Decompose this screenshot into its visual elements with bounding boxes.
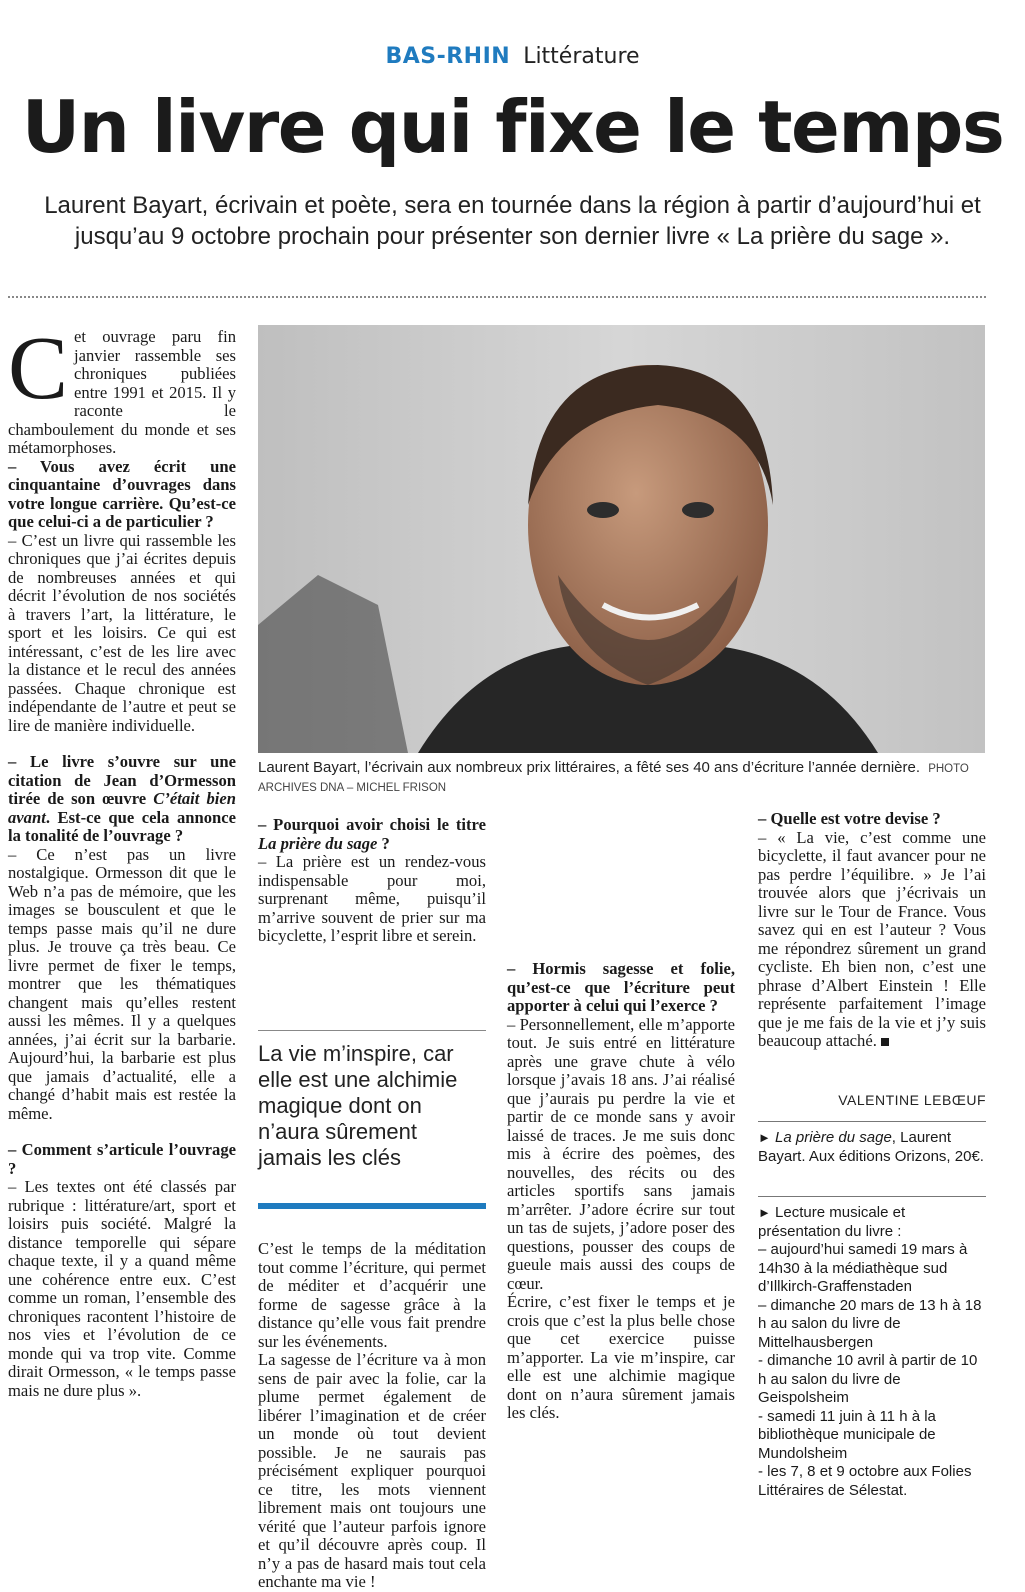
question-3: – Comment s’articule l’ouvrage ? <box>8 1140 236 1178</box>
author-photo <box>258 325 985 753</box>
portrait-image <box>258 325 985 753</box>
article-column-3 <box>507 960 735 1423</box>
answer-1: – C’est un livre qui rassemble les chroniques que j’ai écrites depuis de nombreuses années et qui décrit l’évolution de nos sociétés à travers l’art, la littérature, le sport et les loisirs. Ce qui est intéressant, c’est de les lire avec la distance et le recul des années passées. Chaque chronique est indépendante de l’autre et peut se lire de manière individuelle. <box>8 530 236 735</box>
answer-5b: Écrire, c’est fixer le temps et je crois que c’est la plus belle chose que cet exercice puisse m’apporter. La vie m’inspire, car elle est une alchimie magique dont on n’aura sûrement jamais les clés. <box>507 1292 735 1422</box>
kicker-region: BAS-RHIN <box>385 44 511 69</box>
caption-text: Laurent Bayart, l’écrivain aux nombreux prix littéraires, a fêté ses 40 ans d’écriture l’année dernière. <box>258 759 921 776</box>
event-item: - les 7, 8 et 9 octobre aux Folies Littéraires de Sélestat. <box>758 1463 972 1499</box>
answer-4c: La sagesse de l’écriture va à mon sens de pair avec la folie, car la plume permet également de libérer l’imagination et de créer un monde où tout devient possible. Je ne saurais pas précisément expliquer pourquoi ce titre, les mots viennent librement mais ont toujours une vérité que l’auteur parfois ignore et qu’il découvre après coup. Il n’y a pas de hasard mais tout cela enchante ma vie ! <box>258 1350 486 1591</box>
event-item: – aujourd’hui samedi 19 mars à 14h30 à la médiathèque sud d’Illkirch-Graffenstaden <box>758 1241 968 1295</box>
book-title: La prière du sage <box>775 1129 892 1146</box>
photo-credit: PHOTO ARCHIVES DNA – MICHEL FRISON <box>258 763 969 794</box>
drop-cap: C <box>8 319 69 418</box>
end-mark-icon <box>881 1038 889 1046</box>
intro-paragraph <box>8 319 236 458</box>
article-column-4 <box>758 810 986 1051</box>
answer-4b: C’est le temps de la méditation tout comme l’écriture, qui permet de méditer et d’acquérir une forme de sagesse grâce à la distance qu’elle vous fait prendre sur les événements. <box>258 1239 486 1351</box>
article-column-2b <box>258 1240 486 1592</box>
article-column-1 <box>8 319 236 1400</box>
answer-6: – « La vie, c’est comme une bicyclette, il faut avancer pour ne pas perdre l’équilibre. » Je l’ai trouvée alors que j’écrivais un livre sur le Tour de France. Vous savez qui en est l’auteur ? Vous me répondrez sûrement un grand cycliste. Eh bien non, c’est une phrase d’Albert Einstein ! Elle représente parfaitement l’image que je me fais de la vie et j’y suis beaucoup attaché. <box>758 827 986 1050</box>
events-heading: Lecture musicale et présentation du livre : <box>758 1204 906 1240</box>
question-2: – Le livre s’ouvre sur une citation de Jean d’Ormesson tirée de son œuvre C’était bien avant. Est-ce que cela annonce la tonalité de l’ouvrage ? <box>8 752 236 845</box>
pull-quote-bar <box>258 1203 486 1209</box>
dotted-divider <box>8 296 986 298</box>
answer-5: – Personnellement, elle m’apporte tout. Je suis entré en littérature après une grave chute à vélo lorsque j’avais 18 ans. J’ai réalisé que j’aurais pu perdre la vie et partir de ce monde sans y avoir laissé de traces. Je me suis donc mis à écrire des poèmes, des nouvelles, des récits ou des articles sportifs sans jamais m’arrêter. J’adore écrire sur tout un tas de sujets, j’adore poser des questions, pousser des coups de gueule mais aussi des coups de cœur. <box>507 1014 735 1293</box>
question-5: – Hormis sagesse et folie, qu’est-ce que l’écriture peut apporter à celui qui l’exerce ? <box>507 959 735 1015</box>
events-info-box <box>758 1196 986 1500</box>
section-kicker <box>0 44 1025 69</box>
pull-quote: La vie m’inspire, car elle est une alchimie magique dont on n’aura sûrement jamais les clés <box>258 1030 486 1171</box>
event-item: – dimanche 20 mars de 13 h à 18 h au salon du livre de Mittelhausbergen <box>758 1296 982 1351</box>
kicker-section: Littérature <box>523 44 640 69</box>
event-item: - samedi 11 juin à 11 h à la bibliothèque municipale de Mundolsheim <box>758 1407 936 1462</box>
event-item: - dimanche 10 avril à partir de 10 h au salon du livre de Geispolsheim <box>758 1352 978 1406</box>
intro-text: et ouvrage paru fin janvier rassemble ses chroniques publiées entre 1991 et 2015. Il y raconte le chamboulement du monde et ses métamorphoses. <box>8 327 236 457</box>
article-column-2 <box>258 816 486 946</box>
question-6: – Quelle est votre devise ? <box>758 809 941 828</box>
author-byline: VALENTINE LEBŒUF <box>838 1092 986 1108</box>
book-info-box <box>758 1121 986 1166</box>
question-1: – Vous avez écrit une cinquantaine d’ouvrages dans votre longue carrière. Qu’est-ce que celui-ci a de particulier ? <box>8 456 236 531</box>
answer-3: – Les textes ont été classés par rubrique : littérature/art, sport et loisirs puis société. Malgré la distance temporelle qui sépare chaque texte, il y a quand même une cohérence entre eux. C’est comme un roman, l’ensemble des chroniques racontent l’histoire de nos vies et l’évolution de ce monde qui va trop vite. Comme dirait Ormesson, « le temps passe mais ne dure plus ». <box>8 1177 236 1400</box>
bullet-arrow-icon: ► <box>758 1130 771 1145</box>
book-details: , Laurent Bayart. Aux éditions Orizons, 20€. <box>758 1129 984 1165</box>
question-4: – Pourquoi avoir choisi le titre La prière du sage ? <box>258 815 486 853</box>
headline: Un livre qui fixe le temps <box>21 85 1004 169</box>
lead-paragraph: Laurent Bayart, écrivain et poète, sera en tournée dans la région à partir d’aujourd’hui et jusqu’au 9 octobre prochain pour présenter son dernier livre « La prière du sage ». <box>44 192 981 250</box>
answer-4: – La prière est un rendez-vous indispensable pour moi, surprenant même, puisqu’il m’arrive souvent de prier sur ma bicyclette, l’esprit libre et serein. <box>258 852 486 945</box>
bullet-arrow-icon: ► <box>758 1205 771 1220</box>
photo-caption <box>258 759 985 797</box>
answer-2: – Ce n’est pas un livre nostalgique. Ormesson dit que le Web n’a pas de mémoire, que les images se bousculent et que le temps passe mais qu’il ne dure plus. Je trouve ça très beau. Ce livre permet de fixer le temps, montrer que les thématiques changent mais qu’elles restent aussi les mêmes. Il y a quelques années, j’ai écrit sur la barbarie. Aujourd’hui, la barbarie est plus que jamais d’actualité, elle a changé d’habit mais est restée la même. <box>8 844 236 1123</box>
